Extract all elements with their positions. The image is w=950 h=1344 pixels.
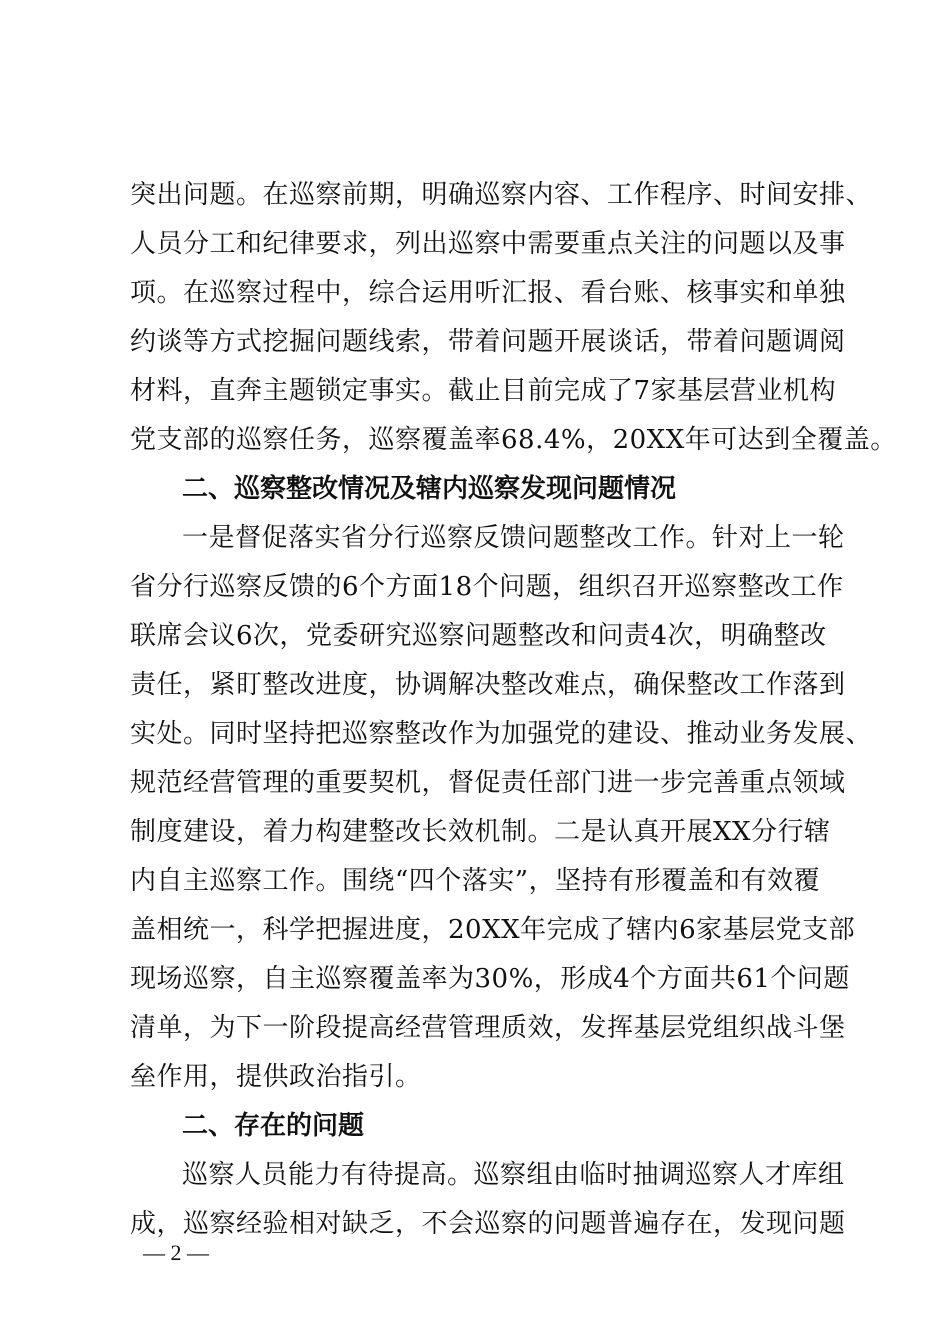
paragraph-line: 盖相统一，科学把握进度，20XX年完成了辖内6家基层党支部 [130,915,856,945]
page-number: — 2 — [143,1240,209,1265]
paragraph-line: 材料，直奔主题锁定事实。截止目前完成了7家基层营业机构 [130,376,837,406]
paragraph-line: 责任，紧盯整改进度，协调解决整改难点，确保整改工作落到 [130,670,846,700]
paragraph-line: 清单，为下一阶段提高经营管理质效，发挥基层党组织战斗堡 [130,1013,846,1043]
paragraph-line: 成，巡察经验相对缺乏，不会巡察的问题普遍存在，发现问题 [130,1209,846,1239]
paragraph-line: 约谈等方式挖掘问题线索，带着问题开展谈话，带着问题调阅 [130,327,846,357]
paragraph-line: 规范经营管理的重要契机，督促责任部门进一步完善重点领域 [130,768,846,798]
paragraph-line: 垒作用，提供政治指引。 [130,1062,422,1092]
paragraph-line: 突出问题。在巡察前期，明确巡察内容、工作程序、时间安排、 [130,180,873,210]
paragraph-line: 党支部的巡察任务，巡察覆盖率68.4%，20XX年可达到全覆盖。 [130,425,897,455]
paragraph-line: 联席会议6次，党委研究巡察问题整改和问责4次，明确整改 [130,621,827,651]
paragraph-line: 人员分工和纪律要求，列出巡察中需要重点关注的问题以及事 [130,229,846,259]
paragraph-line: 一是督促落实省分行巡察反馈问题整改工作。针对上一轮 [182,523,845,553]
section-heading: 二、存在的问题 [182,1111,365,1141]
paragraph-line: 项。在巡察过程中，综合运用听汇报、看台账、核事实和单独 [130,278,846,308]
section-heading: 二、巡察整改情况及辖内巡察发现问题情况 [182,474,677,504]
paragraph-line: 现场巡察，自主巡察覆盖率为30%，形成4个方面共61个问题 [130,964,850,994]
paragraph-line: 巡察人员能力有待提高。巡察组由临时抽调巡察人才库组 [182,1160,845,1190]
paragraph-line: 内自主巡察工作。围绕“四个落实”，坚持有形覆盖和有效覆 [130,866,821,896]
paragraph-line: 制度建设，着力构建整改长效机制。二是认真开展XX分行辖 [130,817,831,847]
paragraph-line: 实处。同时坚持把巡察整改作为加强党的建设、推动业务发展、 [130,719,873,749]
paragraph-line: 省分行巡察反馈的6个方面18个问题，组织召开巡察整改工作 [130,572,844,602]
